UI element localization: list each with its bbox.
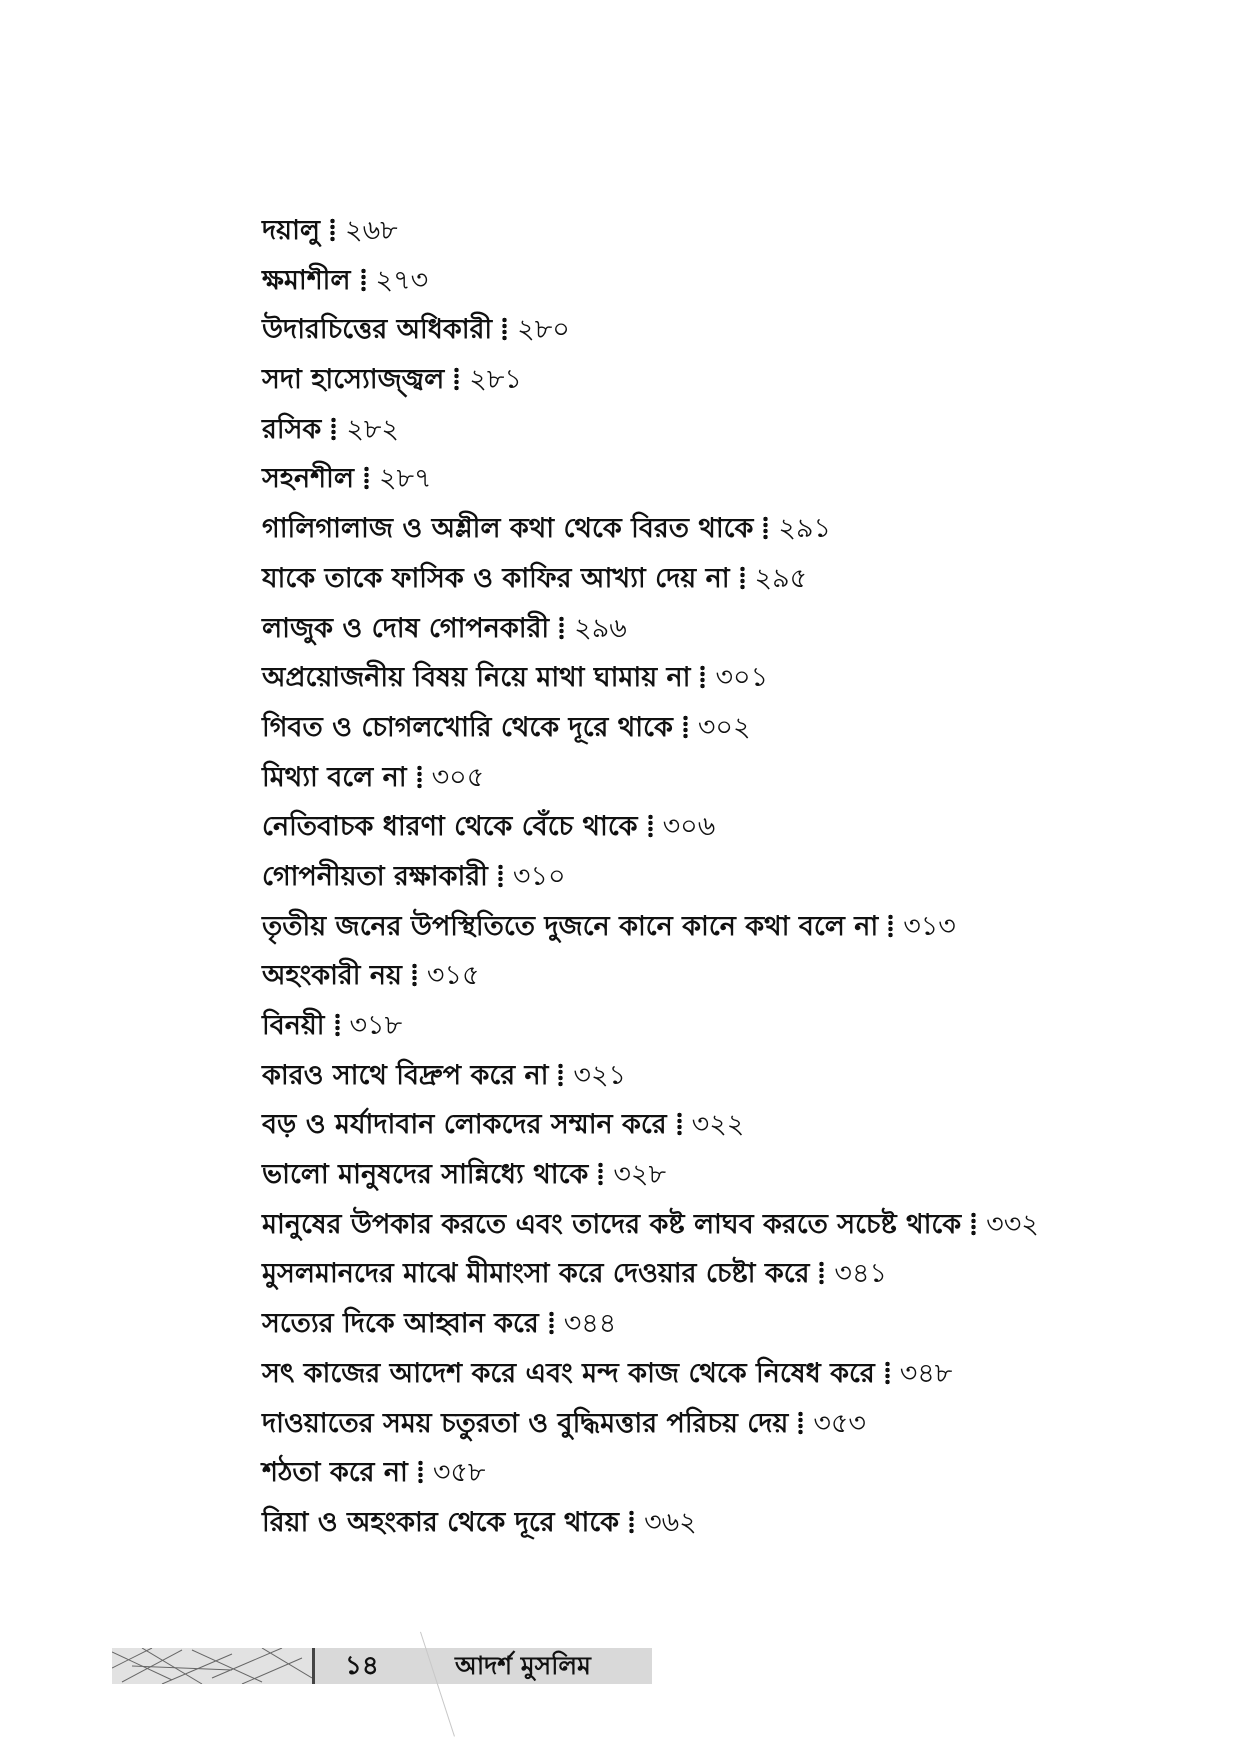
toc-entry bbox=[262, 305, 1039, 355]
toc-entry bbox=[262, 852, 1039, 902]
dotted-separator bbox=[763, 516, 768, 540]
toc-entry bbox=[262, 256, 1039, 306]
footer-bar bbox=[315, 1648, 652, 1684]
dotted-separator bbox=[549, 1311, 554, 1335]
dotted-separator bbox=[412, 963, 417, 987]
toc-entry bbox=[262, 554, 1039, 604]
dotted-separator bbox=[364, 466, 369, 490]
dotted-separator bbox=[502, 317, 507, 341]
toc-entry bbox=[262, 454, 1039, 504]
toc-title: যাকে তাকে ফাসিক ও কাফির আখ্যা দেয় না bbox=[262, 562, 730, 594]
toc-entry bbox=[262, 1051, 1039, 1101]
toc-page-number: ২৬৮ bbox=[345, 215, 398, 246]
toc-page-number: ২৯৫ bbox=[754, 562, 808, 594]
toc-title: সৎ কাজের আদেশ করে এবং মন্দ কাজ থেকে নিষেধ করে bbox=[262, 1357, 875, 1389]
toc-entry bbox=[262, 1150, 1039, 1200]
toc-title: তৃতীয় জনের উপস্থিতিতে দুজনে কানে কানে কথা বলে না bbox=[262, 910, 879, 942]
toc-title: লাজুক ও দোষ গোপনকারী bbox=[262, 612, 550, 644]
toc-page-number: ২৮১ bbox=[469, 364, 522, 396]
toc-page-number: ২৮৭ bbox=[378, 463, 432, 495]
toc-entry bbox=[262, 951, 1039, 1001]
toc-page-number: ৩১৩ bbox=[903, 910, 956, 942]
toc-title: মিথ্যা বলে না bbox=[262, 761, 407, 793]
toc-title: বড় ও মর্যাদাবান লোকদের সম্মান করে bbox=[262, 1109, 667, 1141]
toc-entry bbox=[262, 1349, 1039, 1399]
dotted-separator bbox=[885, 1361, 890, 1385]
toc-entry bbox=[262, 653, 1039, 703]
toc-page-number: ৩৪৮ bbox=[899, 1357, 953, 1389]
toc-title: নেতিবাচক ধারণা থেকে বেঁচে থাকে bbox=[262, 811, 638, 843]
toc-page-number: ৩২১ bbox=[573, 1059, 627, 1091]
toc-entry bbox=[262, 405, 1039, 455]
toc-title: অপ্রয়োজনীয় বিষয় নিয়ে মাথা ঘামায় না bbox=[262, 662, 691, 694]
toc-title: রিয়া ও অহংকার থেকে দূরে থাকে bbox=[262, 1506, 620, 1538]
dotted-separator bbox=[648, 814, 653, 838]
toc-title: অহংকারী নয় bbox=[262, 960, 402, 992]
toc-entry bbox=[262, 1448, 1039, 1498]
toc-page-number: ৩৬২ bbox=[644, 1506, 697, 1538]
toc-title: দয়ালু bbox=[262, 215, 321, 246]
dotted-separator bbox=[598, 1162, 603, 1186]
toc-entry bbox=[262, 1498, 1039, 1548]
toc-page-number: ৩০২ bbox=[697, 711, 751, 743]
toc-page-number: ২৯৬ bbox=[574, 612, 627, 644]
toc-title: দাওয়াতের সময় চতুরতা ও বুদ্ধিমত্তার পরিচয় দেয় bbox=[262, 1407, 789, 1439]
toc-page-number: ৩২২ bbox=[691, 1109, 745, 1141]
toc-entry bbox=[262, 753, 1039, 803]
toc-page-number: ৩১০ bbox=[512, 860, 566, 892]
dotted-separator bbox=[559, 616, 564, 640]
toc-page-number: ৩৩২ bbox=[986, 1208, 1039, 1240]
toc-title: মানুষের উপকার করতে এবং তাদের কষ্ট লাঘব করতে সচেষ্ট থাকে bbox=[262, 1208, 962, 1240]
toc-title: মুসলমানদের মাঝে মীমাংসা করে দেওয়ার চেষ্টা করে bbox=[262, 1258, 810, 1290]
toc-entry bbox=[262, 604, 1039, 654]
toc-title: রসিক bbox=[262, 413, 322, 445]
toc-title: ভালো মানুষদের সান্নিধ্যে থাকে bbox=[262, 1159, 589, 1191]
toc-title: সদা হাস্যোজ্জ্বল bbox=[262, 364, 445, 396]
dotted-separator bbox=[361, 268, 366, 292]
toc-entry bbox=[262, 902, 1039, 952]
toc-title: ক্ষমাশীল bbox=[262, 264, 351, 296]
toc-entry bbox=[262, 1249, 1039, 1299]
toc-entry bbox=[262, 355, 1039, 405]
toc-title: কারও সাথে বিদ্রুপ করে না bbox=[262, 1059, 549, 1091]
dotted-separator bbox=[331, 417, 336, 441]
toc-entry bbox=[262, 703, 1039, 753]
toc-page-number: ৩৫৩ bbox=[813, 1407, 866, 1439]
dotted-separator bbox=[740, 566, 745, 590]
toc-page-number: ২৭৩ bbox=[375, 264, 429, 296]
dotted-separator bbox=[971, 1212, 976, 1236]
toc-page-number: ৩৫৮ bbox=[432, 1457, 486, 1489]
toc-entry bbox=[262, 206, 1039, 256]
toc-title: উদারচিত্তের অধিকারী bbox=[262, 314, 493, 346]
toc-entry bbox=[262, 1100, 1039, 1150]
dotted-separator bbox=[498, 864, 503, 888]
dotted-separator bbox=[629, 1510, 634, 1534]
toc-entry bbox=[262, 802, 1039, 852]
toc-page-number: ৩২৮ bbox=[613, 1159, 666, 1191]
dotted-separator bbox=[700, 665, 705, 689]
page-number: ১৪ bbox=[345, 1651, 379, 1681]
footer-line-pattern bbox=[112, 1648, 312, 1684]
dotted-separator bbox=[819, 1261, 824, 1285]
dotted-separator bbox=[677, 1112, 682, 1136]
toc-list bbox=[262, 206, 1039, 1548]
toc-title: সহনশীল bbox=[262, 463, 354, 495]
toc-entry bbox=[262, 504, 1039, 554]
toc-page-number: ২৮০ bbox=[517, 314, 570, 346]
dotted-separator bbox=[454, 367, 459, 391]
dotted-separator bbox=[558, 1063, 563, 1087]
dotted-separator bbox=[417, 765, 422, 789]
toc-page-number: ৩০১ bbox=[715, 662, 769, 694]
dotted-separator bbox=[683, 715, 688, 739]
toc-title: সত্যের দিকে আহ্বান করে bbox=[262, 1308, 539, 1340]
dotted-separator bbox=[888, 914, 893, 938]
toc-page-number: ৩৪১ bbox=[834, 1258, 888, 1290]
page-footer bbox=[112, 1648, 652, 1684]
toc-page-number: ৩১৫ bbox=[426, 960, 480, 992]
toc-page-number: ৩৪৪ bbox=[563, 1308, 617, 1340]
dotted-separator bbox=[418, 1460, 423, 1484]
toc-entry bbox=[262, 1001, 1039, 1051]
toc-entry bbox=[262, 1299, 1039, 1349]
toc-title: শঠতা করে না bbox=[262, 1457, 408, 1489]
toc-entry bbox=[262, 1200, 1039, 1250]
toc-title: গালিগালাজ ও অশ্লীল কথা থেকে বিরত থাকে bbox=[262, 513, 754, 545]
footer-decoration bbox=[112, 1648, 312, 1684]
toc-title: গিবত ও চোগলখোরি থেকে দূরে থাকে bbox=[262, 711, 673, 743]
dotted-separator bbox=[330, 218, 335, 242]
toc-title: গোপনীয়তা রক্ষাকারী bbox=[262, 860, 488, 892]
toc-page-number: ২৯১ bbox=[778, 513, 832, 545]
toc-title: বিনয়ী bbox=[262, 1010, 325, 1041]
toc-page-number: ৩০৬ bbox=[662, 811, 716, 843]
toc-entry bbox=[262, 1399, 1039, 1449]
toc-page-number: ৩১৮ bbox=[349, 1010, 403, 1041]
book-title: আদর্শ মুসলিম bbox=[455, 1651, 591, 1680]
dotted-separator bbox=[335, 1013, 340, 1037]
dotted-separator bbox=[798, 1411, 803, 1435]
toc-page-number: ২৮২ bbox=[346, 413, 399, 445]
toc-page-number: ৩০৫ bbox=[431, 761, 485, 793]
